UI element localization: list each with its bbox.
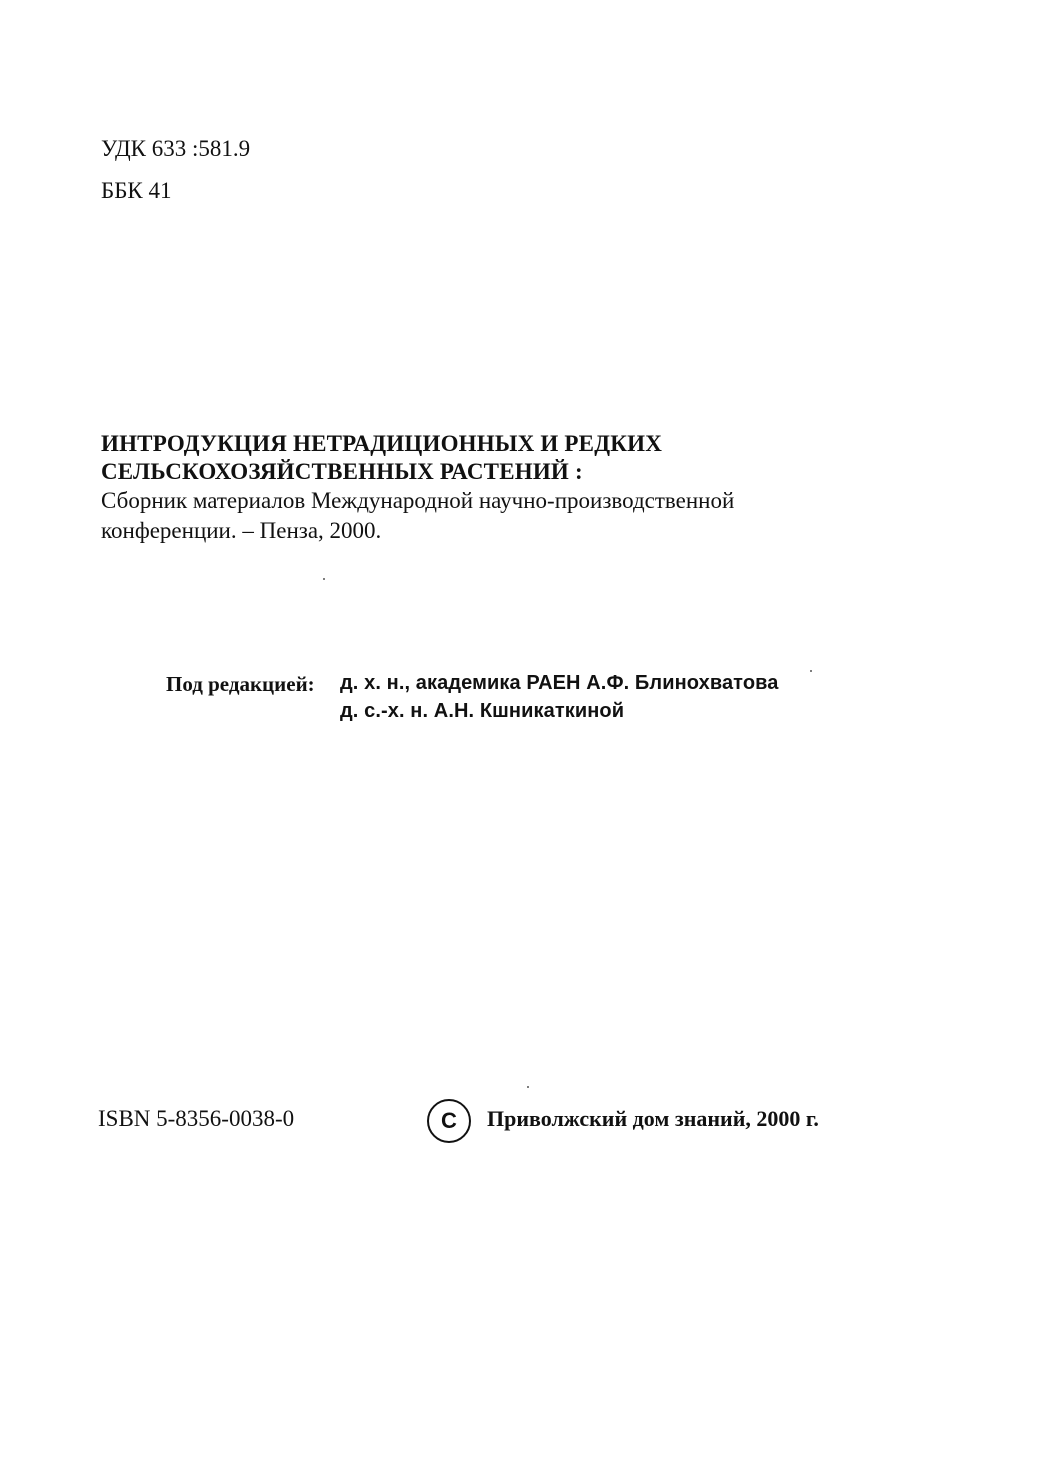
title-line-1: ИНТРОДУКЦИЯ НЕТРАДИЦИОННЫХ И РЕДКИХ xyxy=(101,431,663,456)
subtitle-line-1: Сборник материалов Международной научно-производственной xyxy=(101,488,735,513)
scan-speck xyxy=(810,670,812,672)
publisher: Приволжский дом знаний, 2000 г. xyxy=(487,1106,819,1131)
scan-speck xyxy=(323,578,325,580)
scan-speck xyxy=(527,1086,529,1088)
editor-1: д. х. н., академика РАЕН А.Ф. Блинохватова xyxy=(340,672,779,694)
copyright-letter: C xyxy=(441,1108,457,1133)
subtitle-line-2: конференции. – Пенза, 2000. xyxy=(101,518,382,543)
title-line-2: СЕЛЬСКОХОЗЯЙСТВЕННЫХ РАСТЕНИЙ : xyxy=(101,459,583,484)
copyright-icon xyxy=(427,1099,471,1143)
udk-code: УДК 633 :581.9 xyxy=(101,136,251,161)
title-block xyxy=(101,430,734,546)
editor-2: д. с.-х. н. А.Н. Кшникаткиной xyxy=(340,700,625,722)
editors-label: Под редакцией: xyxy=(166,672,315,696)
isbn: ISBN 5-8356-0038-0 xyxy=(98,1106,295,1131)
bbk-code: ББК 41 xyxy=(101,178,172,203)
